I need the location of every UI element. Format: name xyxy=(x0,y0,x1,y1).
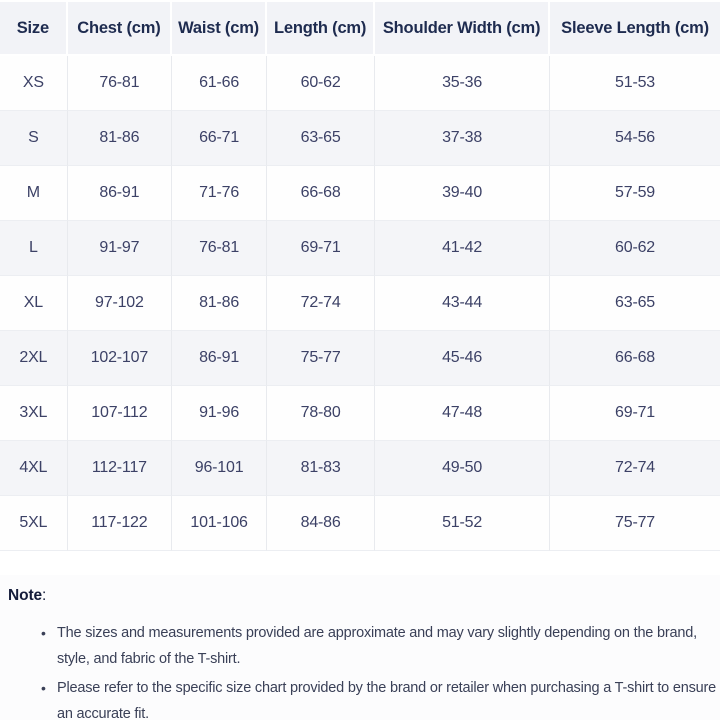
chest-cell: 91-97 xyxy=(68,221,172,276)
column-header-length: Length (cm) xyxy=(267,0,375,56)
sleeve-cell: 69-71 xyxy=(550,386,720,441)
shoulder-cell: 39-40 xyxy=(375,166,550,221)
header-row xyxy=(0,0,720,56)
shoulder-cell: 49-50 xyxy=(375,441,550,496)
table-row-4xl xyxy=(0,441,720,496)
waist-cell: 81-86 xyxy=(172,276,267,331)
chest-cell: 112-117 xyxy=(68,441,172,496)
length-cell: 84-86 xyxy=(267,496,375,551)
size-cell: 5XL xyxy=(0,496,68,551)
sleeve-cell: 72-74 xyxy=(550,441,720,496)
sleeve-cell: 63-65 xyxy=(550,276,720,331)
table-row-5xl xyxy=(0,496,720,551)
shoulder-cell: 37-38 xyxy=(375,111,550,166)
note-list xyxy=(8,620,720,727)
note-label-colon: : xyxy=(42,587,47,604)
size-cell: 4XL xyxy=(0,441,68,496)
waist-cell: 86-91 xyxy=(172,331,267,386)
column-header-sleeve-length: Sleeve Length (cm) xyxy=(550,0,720,56)
shoulder-cell: 41-42 xyxy=(375,221,550,276)
waist-cell: 101-106 xyxy=(172,496,267,551)
sleeve-cell: 51-53 xyxy=(550,56,720,111)
column-header-waist: Waist (cm) xyxy=(172,0,267,56)
note-bullet-1: • The sizes and measurements provided are approximate and may vary slightly depending on the brand, style, and fabric of the T-shirt. xyxy=(8,620,720,672)
table-row-l xyxy=(0,221,720,276)
table-row-s xyxy=(0,111,720,166)
table-row-xs xyxy=(0,56,720,111)
length-cell: 75-77 xyxy=(267,331,375,386)
length-cell: 60-62 xyxy=(267,56,375,111)
chest-cell: 117-122 xyxy=(68,496,172,551)
note-section xyxy=(0,575,720,720)
shoulder-cell: 43-44 xyxy=(375,276,550,331)
table-row-xl xyxy=(0,276,720,331)
waist-cell: 96-101 xyxy=(172,441,267,496)
length-cell: 72-74 xyxy=(267,276,375,331)
waist-cell: 91-96 xyxy=(172,386,267,441)
chest-cell: 102-107 xyxy=(68,331,172,386)
waist-cell: 71-76 xyxy=(172,166,267,221)
column-header-size: Size xyxy=(0,0,68,56)
size-cell: 3XL xyxy=(0,386,68,441)
length-cell: 81-83 xyxy=(267,441,375,496)
note-bullet-2: • Please refer to the specific size chart provided by the brand or retailer when purchasing a T-shirt to ensure an accurate fit. xyxy=(8,675,720,727)
note-label-word: Note xyxy=(8,587,43,604)
table-row-3xl xyxy=(0,386,720,441)
sleeve-cell: 54-56 xyxy=(550,111,720,166)
shoulder-cell: 51-52 xyxy=(375,496,550,551)
chest-cell: 97-102 xyxy=(68,276,172,331)
size-cell: XS xyxy=(0,56,68,111)
waist-cell: 66-71 xyxy=(172,111,267,166)
sleeve-cell: 60-62 xyxy=(550,221,720,276)
sleeve-cell: 57-59 xyxy=(550,166,720,221)
sleeve-cell: 75-77 xyxy=(550,496,720,551)
size-cell: XL xyxy=(0,276,68,331)
column-header-chest: Chest (cm) xyxy=(68,0,172,56)
chest-cell: 81-86 xyxy=(68,111,172,166)
waist-cell: 76-81 xyxy=(172,221,267,276)
table-row-2xl xyxy=(0,331,720,386)
note-label xyxy=(8,583,720,609)
shoulder-cell: 45-46 xyxy=(375,331,550,386)
length-cell: 63-65 xyxy=(267,111,375,166)
length-cell: 66-68 xyxy=(267,166,375,221)
waist-cell: 61-66 xyxy=(172,56,267,111)
size-cell: 2XL xyxy=(0,331,68,386)
chest-cell: 107-112 xyxy=(68,386,172,441)
size-cell: M xyxy=(0,166,68,221)
column-header-shoulder-width: Shoulder Width (cm) xyxy=(375,0,550,56)
size-cell: L xyxy=(0,221,68,276)
size-cell: S xyxy=(0,111,68,166)
length-cell: 69-71 xyxy=(267,221,375,276)
chest-cell: 76-81 xyxy=(68,56,172,111)
length-cell: 78-80 xyxy=(267,386,375,441)
shoulder-cell: 47-48 xyxy=(375,386,550,441)
sleeve-cell: 66-68 xyxy=(550,331,720,386)
shoulder-cell: 35-36 xyxy=(375,56,550,111)
chest-cell: 86-91 xyxy=(68,166,172,221)
table-row-m xyxy=(0,166,720,221)
